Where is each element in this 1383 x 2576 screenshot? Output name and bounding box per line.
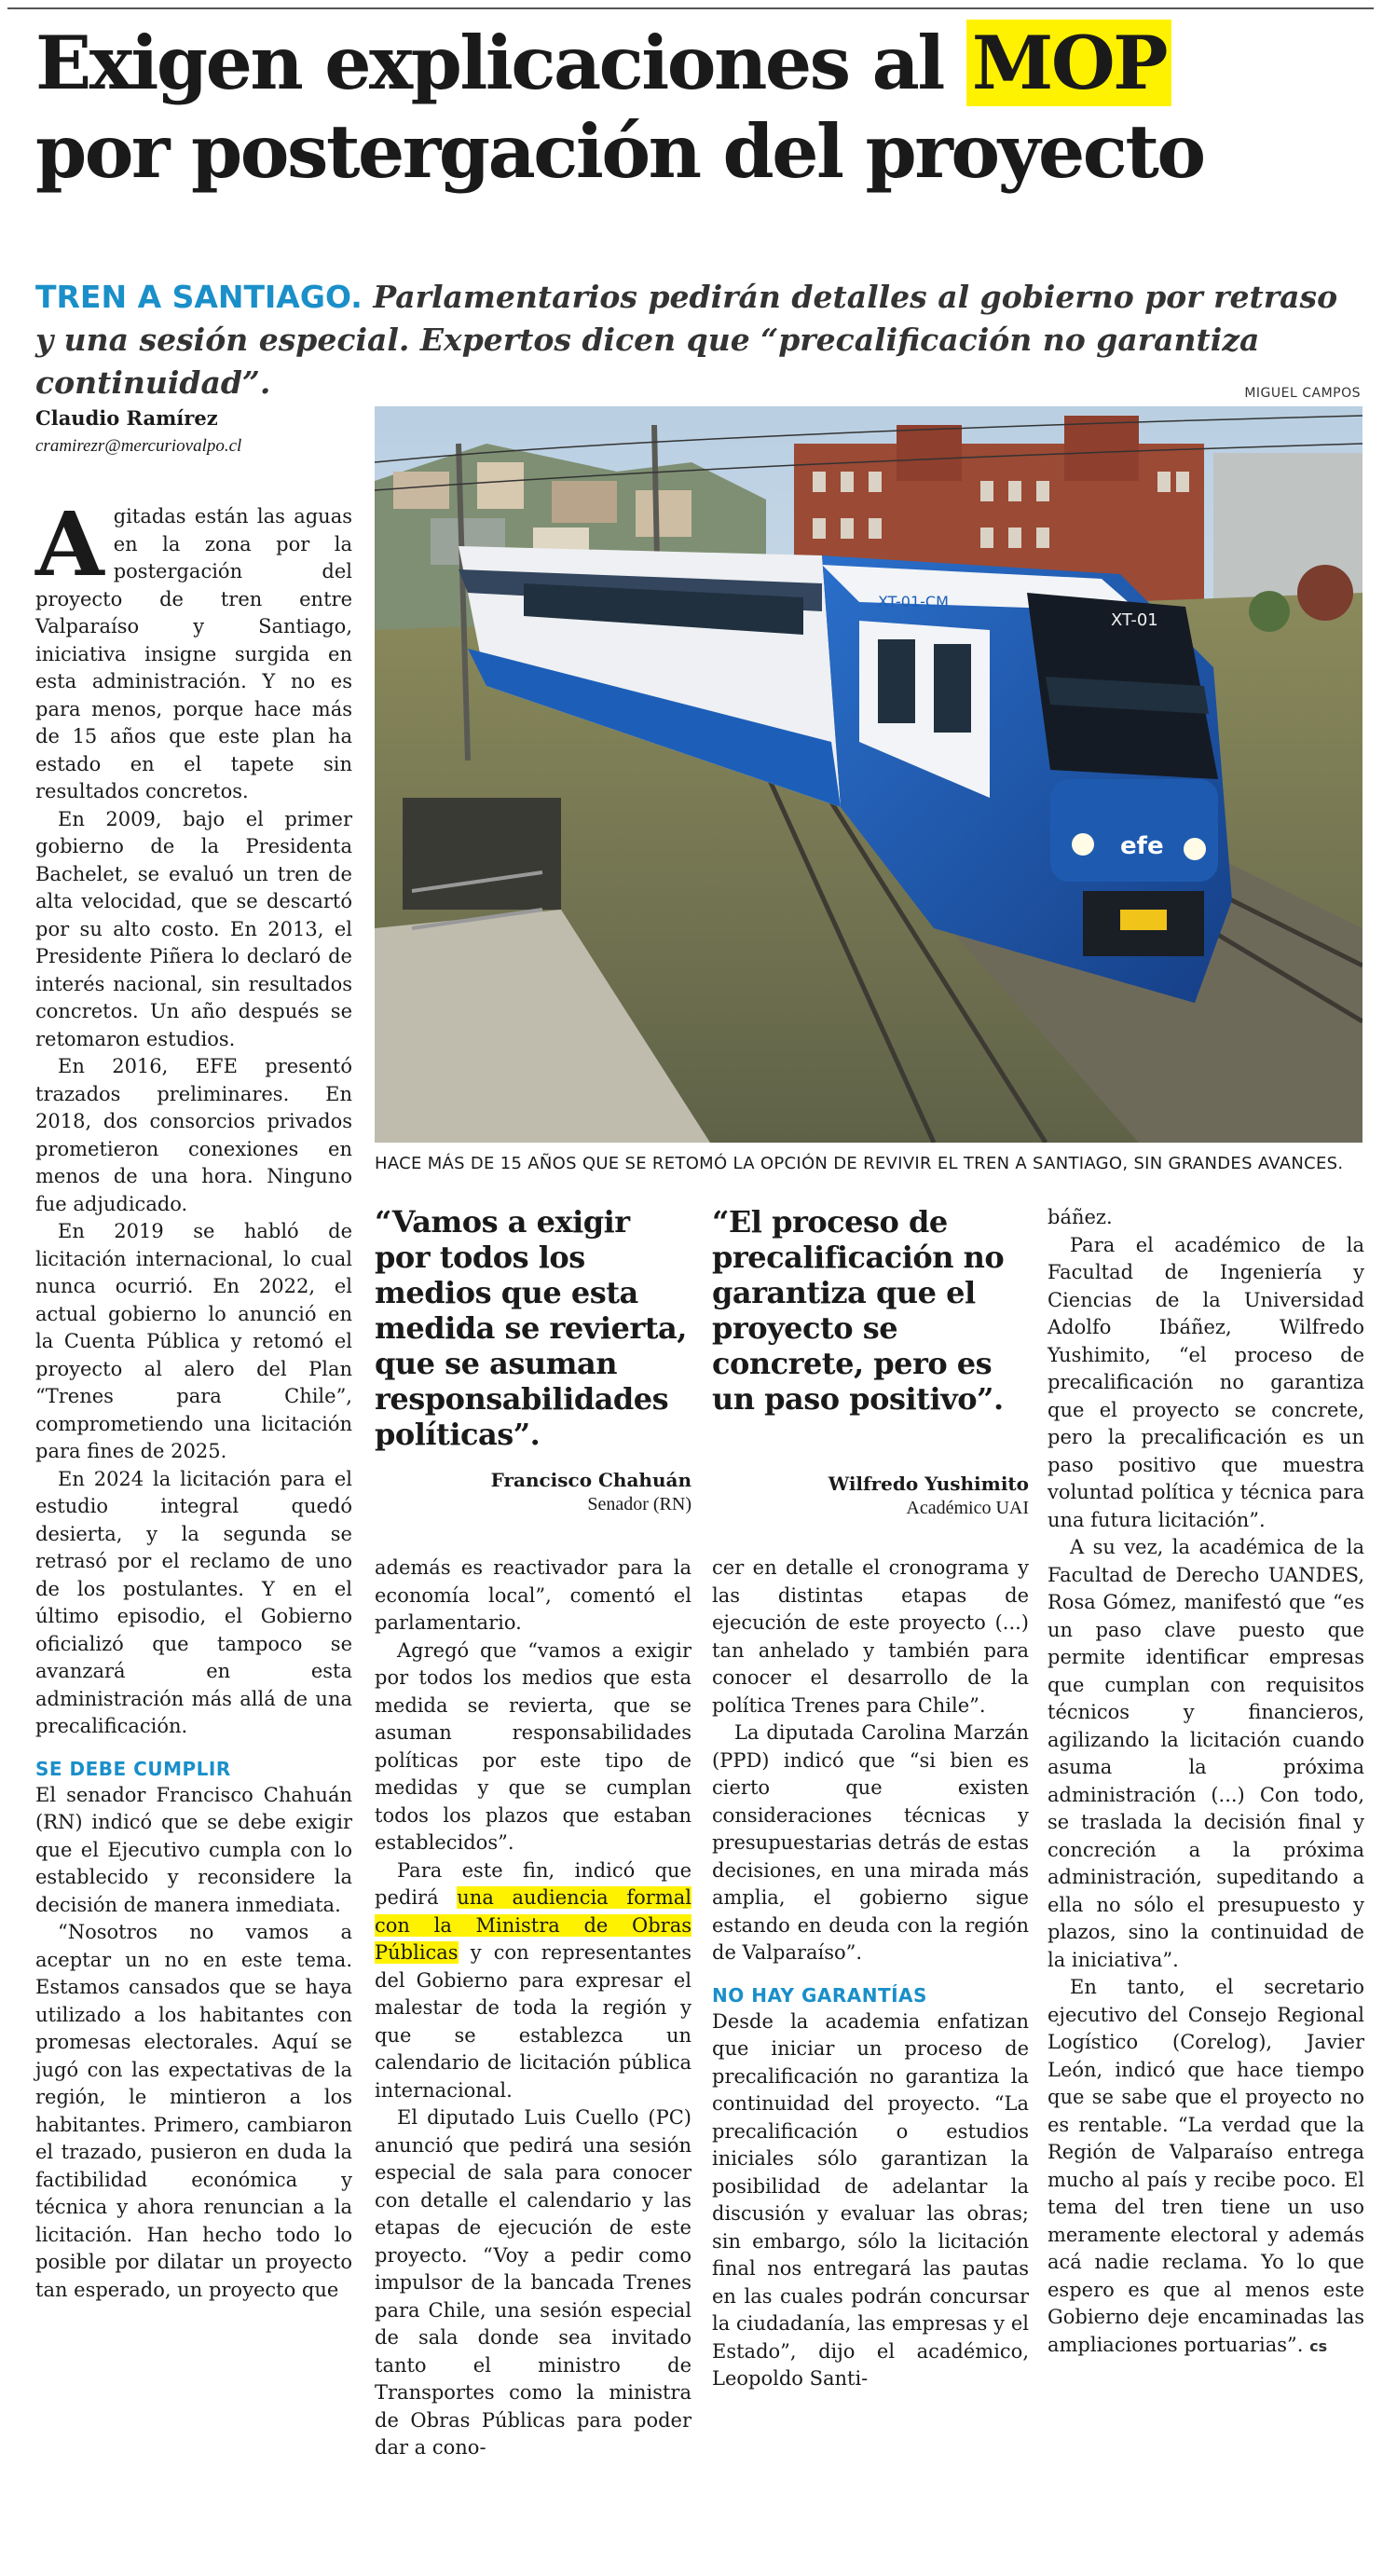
deck-text: Parlamentarios pedirán detalles al gobierno por retraso y una sesión especial. Expertos dicen que “precalificación no garantiza continuidad”. [35, 279, 1338, 401]
col2-p3-highlight: una audiencia formal con la Ministra de Obras Públicas [375, 1886, 692, 1964]
col3-paragraph-2: La diputada Carolina Marzán (PPD) indicó que “si bien es cierto que existen consideraciones técnicas y presupuestarias detrás de estas decisiones, en una mirada más amplia, el gobierno sigue estando en deuda con la región de Valparaíso”. [712, 1721, 1029, 1964]
article-column-4 [1048, 1204, 1364, 2360]
col3-paragraph-1: cer en detalle el cronograma y las distintas etapas de ejecución de este proyecto (...) tan anhelado y también para conocer el desarrollo de la política Trenes para Chile”. [712, 1556, 1029, 1717]
end-mark: cs [1309, 2336, 1328, 2355]
col1-paragraph-6: El senador Francisco Chahuán (RN) indicó que se debe exigir que el Ejecutivo cumpla con lo establecido y reconsidere la decisión de manera inmediata. [35, 1783, 352, 1916]
col1-paragraph-7: “Nosotros no vamos a aceptar un no en este tema. Estamos cansados que se haya utilizado a los habitantes con promesas electorales. Aquí se jugó con las expectativas de la región, le mintieron a los habitantes. Primero, cambiaron el trazado, pusieron en duda la factibilidad económica y técnica y ahora renuncian a la licitación. Han hecho todo lo posible por dilatar un proyecto tan esperado, un proyecto que [35, 1921, 352, 2301]
train-photo-illustration [375, 406, 1362, 1143]
col1-paragraph-4: En 2019 se habló de licitación internacional, lo cual nunca ocurrió. En 2022, el actual gobierno lo anunció en la Cuenta Pública y retomó el proyecto al alero del Plan “Trenes para Chile”, comprometiendo una licitación para fines de 2025. [35, 1220, 352, 1462]
col4-paragraph-3: A su vez, la académica de la Facultad de Derecho UANDES, Rosa Gómez, manifestó que “es un paso clave puesto que permite identificar empresas que cumplan con requisitos técnicos y financieros, agilizando la licitación cuando asuma la próxima administración (...) Con todo, se traslada la decisión final y concreción a la próxima administración, supeditando a ella no sólo el presupuesto y plazos, sino la continuidad de la iniciativa”. [1048, 1536, 1364, 1971]
pull-quote-chahuan [375, 1204, 692, 1517]
headline-highlight-mop: MOP [966, 20, 1171, 106]
pull-quote-2-text: “El proceso de precalificación no garantiza que el proyecto se concrete, pero es un paso positivo”. [712, 1204, 1005, 1417]
col2-p3-end: y con representantes del Gobierno para expresar el malestar de toda la región y que se establezca un calendario de licitación pública internacional. [375, 1941, 692, 2102]
col4-paragraph-1: báñez. [1048, 1206, 1113, 1228]
headline-line1-text: Exigen explicaciones al [35, 20, 966, 106]
dropcap: A [35, 493, 104, 596]
pull-quote-2-name: Wilfredo Yushimito [828, 1473, 1029, 1495]
col4-paragraph-4 [1048, 1974, 1364, 2360]
article-column-3 [712, 1555, 1029, 2393]
article-column-1 [35, 493, 352, 2304]
byline-email: cramirezr@mercuriovalpo.cl [35, 436, 242, 456]
photo-credit: MIGUEL CAMPOS [1244, 386, 1361, 401]
pull-quote-1-role: Senador (RN) [587, 1494, 692, 1514]
pull-quote-yushimito [712, 1204, 1029, 1521]
byline [35, 404, 352, 460]
deck-kicker: TREN A SANTIAGO. [35, 279, 363, 315]
train-destination-sign: XT-01 [1111, 610, 1158, 630]
col1-paragraph-5: En 2024 la licitación para el estudio integral quedó desierta, y la segunda se retrasó por el reclamo de uno de los postulantes. Y en el último episodio, el Gobierno oficializó que tampoco se avanzará en esta administración más allá de una precalificación. [35, 1467, 352, 1737]
headline [35, 19, 1359, 196]
col2-paragraph-3 [375, 1857, 692, 2105]
col4-paragraph-2: Para el académico de la Facultad de Ingeniería y Ciencias de la Universidad Adolfo Ibáñez, Wilfredo Yushimito, “el proceso de precalificación no garantiza que el proyecto se concrete, pero la precalificación es un paso positivo que muestra voluntad política y técnica para una futura licitación”. [1048, 1233, 1364, 1531]
train-photo [375, 406, 1362, 1143]
pull-quote-1-name: Francisco Chahuán [490, 1469, 692, 1491]
headline-line2-text: por postergación del proyecto [35, 108, 1204, 195]
col4-p4-text: En tanto, el secretario ejecutivo del Consejo Regional Logístico (Corelog), Javier León, indicó que hace tiempo que se sabe que el proyecto no es rentable. “La verdad que la Región de Valparaíso entrega mucho al país y recibe poco. El tema del tren tiene un uso meramente electoral y además acá nadie reclama. Yo lo que espero es que al menos este Gobierno deje encaminadas las ampliaciones portuarias”. [1048, 1976, 1364, 2356]
subhead-se-debe-cumplir: SE DEBE CUMPLIR [35, 1757, 231, 1780]
col3-paragraph-3: Desde la academia enfatizan que iniciar un proceso de precalificación no garantiza la continuidad del proyecto. “La precalificación o estudios iniciales sólo garantizan la posibilidad de adelantar la discusión y evaluar las obras; sin embargo, sólo la licitación final nos entregará las pautas en las cuales podrán concursar la ciudadanía, las empresas y el Estado”, dijo el académico, Leopoldo Santi- [712, 2009, 1029, 2390]
col1-paragraph-1 [35, 493, 352, 806]
top-rule [7, 7, 1374, 9]
col2-p3-start: Para este fin, indicó que pedirá [375, 1858, 692, 1909]
col2-paragraph-1: además es reactivador para la economía local”, comentó el parlamentario. [375, 1556, 692, 1634]
pull-quote-1-text: “Vamos a exigir por todos los medios que esta medida se revierta, que se asuman responsabilidades políticas”. [375, 1204, 687, 1452]
col1-p1-text: gitadas están las aguas en la zona por la postergación del proyecto de tren entre Valparaíso y Santiago, iniciativa insigne surgida en esta administración. Y no es para menos, porque hace más de 15 años que este plan ha estado en el tapete sin resultados concretos. [35, 505, 352, 802]
article-column-2 [375, 1555, 692, 2462]
col2-paragraph-4: El diputado Luis Cuello (PC) anunció que pedirá una sesión especial de sala para conocer con detalle el calendario y las etapas de ejecución de este proyecto. “Voy a pedir como impulsor de la bancada Trenes para Chile, una sesión especial de sala donde sea invitado tanto el ministro de Transportes como la ministra de Obras Públicas para poder dar a cono- [375, 2106, 692, 2459]
subhead-no-hay-garantias: NO HAY GARANTÍAS [712, 1983, 927, 2007]
col2-paragraph-2: Agregó que “vamos a exigir por todos los medios que esta medida se revierta, que se asuman responsabilidades políticas por este tipo de medidas y que se cumplan todos los plazos que estaban establecidos”. [375, 1638, 692, 1854]
photo-caption: HACE MÁS DE 15 AÑOS QUE SE RETOMÓ LA OPCIÓN DE REVIVIR EL TREN A SANTIAGO, SIN GRANDES AVANCES. [375, 1154, 1344, 1173]
train-side-code: XT-01-CM [878, 593, 949, 610]
byline-author: Claudio Ramírez [35, 406, 218, 430]
deck [35, 276, 1359, 404]
col1-paragraph-3: En 2016, EFE presentó trazados preliminares. En 2018, dos consorcios privados prometieron conexiones en menos de una hora. Ninguno fue adjudicado. [35, 1055, 352, 1215]
pull-quote-2-role: Académico UAI [906, 1498, 1029, 1518]
train-efe-logo: efe [1120, 832, 1164, 860]
col1-paragraph-2: En 2009, bajo el primer gobierno de la Presidenta Bachelet, se evaluó un tren de alta velocidad, que se descartó por su alto costo. En 2013, el Presidente Piñera lo declaró de interés nacional, sin resultados concretos. Un año después se retomaron estudios. [35, 807, 352, 1050]
